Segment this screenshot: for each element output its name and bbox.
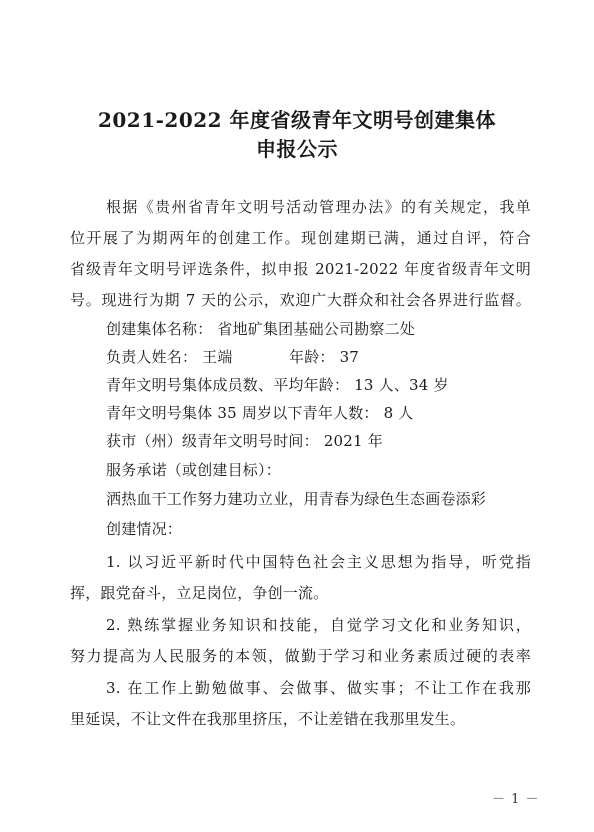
item-3-line-2: 里延误，不让文件在我那里挤压，不让差错在我那里发生。 [70,710,466,728]
leader-name: 负责人姓名： 王端 [106,348,233,366]
intro-line-2: 位开展了为期两年的创建工作。现创建期已满，通过自评，符合 [70,229,531,247]
item-3-line-1: 3. 在工作上勤勉做事、会做事、做实事；不让工作在我那 [106,679,531,697]
intro-line-4: 号。现进行为期 7 天的公示，欢迎广大群众和社会各界进行监督。 [70,291,531,309]
document-title-line-2: 申报公示 [256,137,338,161]
intro-line-1: 根据《贵州省青年文明号活动管理办法》的有关规定，我单 [106,198,531,216]
intro-line-3: 省级青年文明号评选条件，拟申报 2021-2022 年度省级青年文明 [70,260,531,278]
leader-age: 年龄： 37 [289,348,360,366]
page-number: － 1 － [492,792,540,807]
young-members-info: 青年文明号集体 35 周岁以下青年人数： 8 人 [106,404,414,422]
collective-name: 创建集体名称： 省地矿集团基础公司勘察二处 [106,320,415,338]
commitment-heading: 服务承诺（或创建目标）： [106,461,281,479]
members-info: 青年文明号集体成员数、平均年龄： 13 人、34 岁 [106,376,449,394]
item-2-line-2: 努力提高为人民服务的本领，做勤于学习和业务素质过硬的表率 [70,647,531,665]
commitment-text: 洒热血干工作努力建功立业，用青春为绿色生态画卷添彩 [106,490,487,508]
document-title-line-1: 2021-2022 年度省级青年文明号创建集体 [97,108,497,132]
item-1-line-1: 1. 以习近平新时代中国特色社会主义思想为指导，听党指 [106,553,531,571]
situation-heading: 创建情况： [106,520,183,538]
city-award-info: 获市（州）级青年文明号时间： 2021 年 [106,432,383,450]
item-2-line-1: 2. 熟练掌握业务知识和技能，自觉学习文化和业务知识， [106,616,531,634]
item-1-line-2: 挥，跟党奋斗，立足岗位，争创一流。 [70,584,329,602]
